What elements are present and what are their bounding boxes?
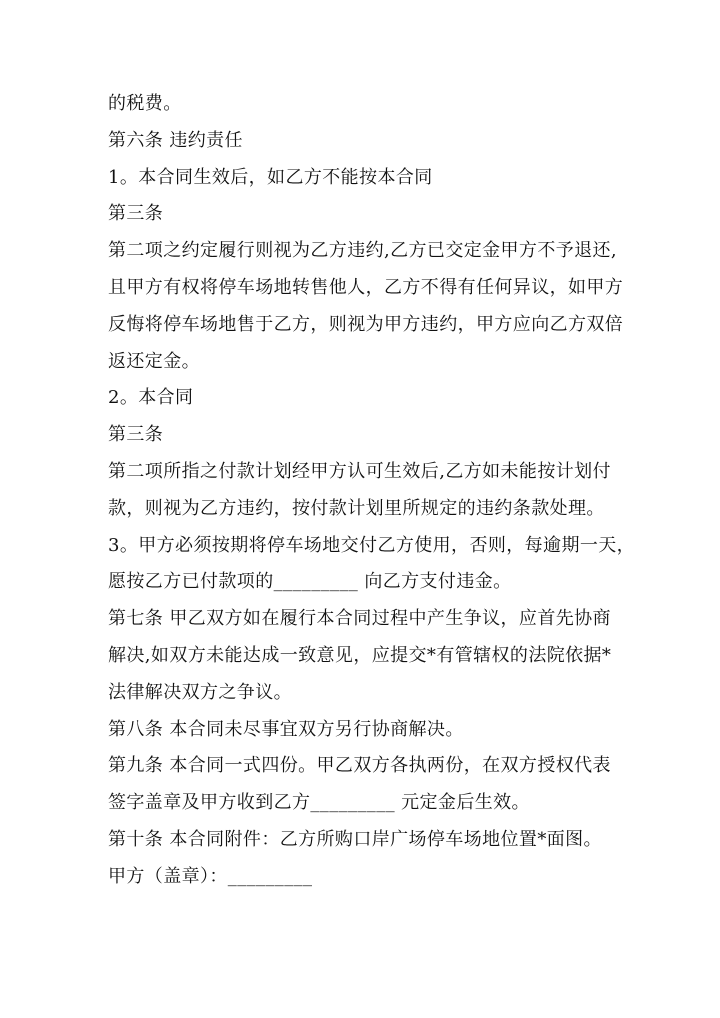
text-line: 的税费。 xyxy=(108,93,182,114)
text-line: 愿按乙方已付款项的_________ 向乙方支付违金。 xyxy=(108,571,512,593)
article-heading: 第七条 甲乙双方如在履行本合同过程中产生争议，应首先协商 xyxy=(108,608,611,630)
text-line: 款，则视为乙方违约，按付款计划里所规定的违约条款处理。 xyxy=(108,497,605,519)
signature-line: 甲方（盖章）：_________ xyxy=(108,865,313,887)
article-heading: 第八条 本合同未尽事宜双方另行协商解决。 xyxy=(108,718,464,740)
text-line: 第三条 xyxy=(108,203,164,225)
text-line: 2。本合同 xyxy=(108,387,194,409)
text-line: 3。甲方必须按期将停车场地交付乙方使用，否则，每逾期一天， xyxy=(108,534,636,556)
article-heading: 第十条 本合同附件：乙方所购口岸广场停车场地位置*面图。 xyxy=(108,828,602,850)
text-line: 法律解决双方之争议。 xyxy=(108,681,292,703)
document-body xyxy=(108,86,636,896)
text-line: 签字盖章及甲方收到乙方_________ 元定金后生效。 xyxy=(108,792,530,814)
text-line: 1。本合同生效后，如乙方不能按本合同 xyxy=(108,166,433,188)
article-heading: 第六条 违约责任 xyxy=(108,129,243,151)
article-heading: 第九条 本合同一式四份。甲乙双方各执两份，在双方授权代表 xyxy=(108,755,611,777)
text-line: 解决,如双方未能达成一致意见，应提交*有管辖权的法院依据* xyxy=(108,644,612,666)
text-line: 反悔将停车场地售于乙方，则视为甲方违约，甲方应向乙方双倍 xyxy=(108,313,624,335)
text-line: 第二项之约定履行则视为乙方违约,乙方已交定金甲方不予退还, xyxy=(108,240,618,262)
text-line: 第二项所指之付款计划经甲方认可生效后,乙方如未能按计划付 xyxy=(108,460,611,482)
text-line: 且甲方有权将停车场地转售他人，乙方不得有任何异议，如甲方 xyxy=(108,276,624,298)
text-line: 第三条 xyxy=(108,424,164,446)
text-line: 返还定金。 xyxy=(108,350,200,372)
